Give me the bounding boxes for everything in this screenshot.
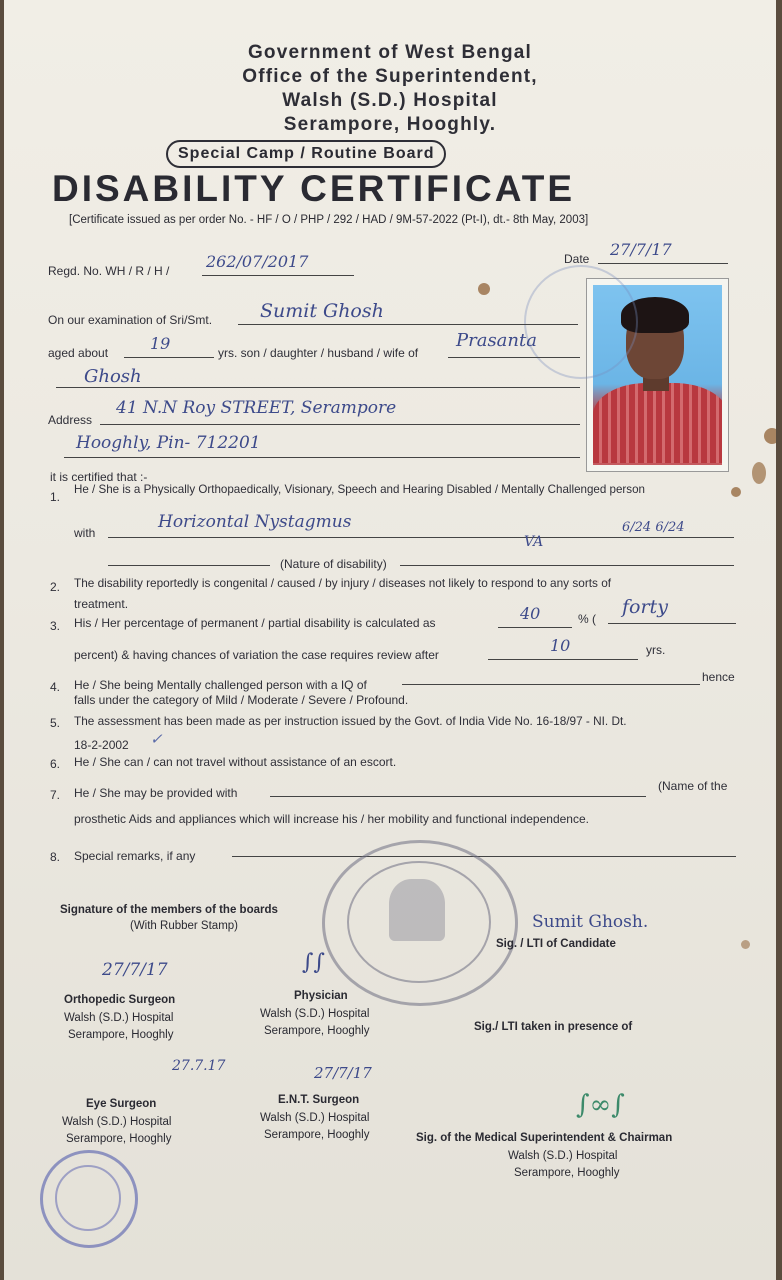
ent-hospital: Walsh (S.D.) Hospital [260,1112,370,1124]
icds-stamp [40,1150,138,1248]
candidate-name: Sumit Ghosh [260,300,384,322]
ortho-hospital: Walsh (S.D.) Hospital [64,1012,174,1024]
item2-text: The disability reportedly is congenital / caused / by injury / diseases not likely to respond to any sorts of [74,576,612,590]
superintendent-hospital: Walsh (S.D.) Hospital [508,1150,618,1162]
percentage-words: forty [622,596,668,618]
address-label: Address [48,413,93,427]
superintendent-signature: ∫∞∫ [576,1090,625,1120]
percent-sign: % ( [578,612,596,626]
physician-place: Serampore, Hooghly [264,1025,370,1037]
board-type-label: Special Camp / Routine Board [166,140,446,168]
members-label: Signature of the members of the boards [60,904,278,916]
stain-mark [731,487,741,497]
item7-text-cont: prosthetic Aids and appliances which will increase his / her mobility and functional independence. [74,812,589,826]
ent-title: E.N.T. Surgeon [278,1094,360,1106]
date-value: 27/7/17 [610,240,672,259]
header-hospital: Walsh (S.D.) Hospital [282,90,498,111]
eye-place: Serampore, Hooghly [66,1133,172,1145]
ent-place: Serampore, Hooghly [264,1129,370,1141]
ent-signature-date: 27/7/17 [314,1064,372,1082]
item-number: 5. [50,716,61,730]
tick-mark-icon: ✓ [150,730,163,748]
certified-label: it is certified that :- [50,470,148,484]
stain-mark [741,940,750,949]
item7-text: He / She may be provided with [74,786,238,800]
item2-text-cont: treatment. [74,597,129,611]
header-office: Office of the Superintendent, [242,66,538,87]
parent-name: Prasanta [456,330,537,351]
regd-value: 262/07/2017 [206,252,309,271]
superintendent-place: Serampore, Hooghly [514,1167,620,1179]
item4-text: He / She being Mentally challenged person with a IQ of [74,678,367,692]
emblem-icon [389,879,445,941]
candidate-sig-label: Sig. / LTI of Candidate [496,938,616,950]
item-number: 2. [50,580,61,594]
item5-text: The assessment has been made as per instruction issued by the Govt. of India Vide No. 16-18/97 - NI. Dt. [74,714,627,728]
item3-text-cont: percent) & having chances of variation the case requires review after [74,648,439,662]
item-number: 7. [50,788,61,802]
address-line2: Hooghly, Pin- 712201 [76,433,261,453]
years-label: yrs. [646,643,666,657]
exam-label: On our examination of Sri/Smt. [48,313,213,327]
certificate-title: DISABILITY CERTIFICATE [52,168,576,209]
item-number: 4. [50,680,61,694]
stain-mark [752,462,766,484]
physician-signature: ∫∫ [302,950,325,975]
item3-text: His / Her percentage of permanent / partial disability is calculated as [74,616,436,630]
order-reference: [Certificate issued as per order No. - HF / O / PHP / 292 / HAD / 9M-57-2022 (Pt-I), dt.- 8th May, 2003] [69,214,589,226]
item1-text: He / She is a Physically Orthopaedically, Visionary, Speech and Hearing Disabled / Mentally Challenged person [74,483,645,496]
eye-title: Eye Surgeon [86,1098,157,1110]
office-seal [322,840,518,1006]
photo-stamp [524,265,638,379]
age-label: aged about [48,346,109,360]
va-value: 6/24 6/24 [622,520,685,535]
disability-nature-value: Horizontal Nystagmus [158,512,352,532]
parent-name-cont: Ghosh [84,366,142,387]
item-number: 3. [50,619,61,633]
item-number: 8. [50,850,61,864]
eye-signature-date: 27.7.17 [172,1058,226,1074]
stain-mark [764,428,776,444]
item6-text: He / She can / can not travel without assistance of an escort. [74,755,397,769]
item1-with: with [74,526,96,540]
certificate-page [4,0,776,1280]
item-number: 1. [50,490,61,504]
nature-label: (Nature of disability) [280,557,387,571]
ortho-signature-date: 27/7/17 [102,960,168,980]
candidate-signature: Sumit Ghosh. [532,912,649,932]
review-years: 10 [550,636,571,655]
superintendent-title: Sig. of the Medical Superintendent & Chairman [416,1132,673,1144]
relation-label: yrs. son / daughter / husband / wife of [218,346,419,360]
physician-hospital: Walsh (S.D.) Hospital [260,1008,370,1020]
header-location: Serampore, Hooghly. [283,114,497,135]
header-government: Government of West Bengal [247,42,533,63]
item4-hence: hence [702,670,735,684]
ortho-title: Orthopedic Surgeon [64,994,176,1006]
item7-end: (Name of the [658,779,728,793]
item4-text-cont: falls under the category of Mild / Moderate / Severe / Profound. [74,693,409,707]
item8-text: Special remarks, if any [74,849,196,863]
percentage-value: 40 [520,604,541,623]
address-line1: 41 N.N Roy STREET, Serampore [116,398,397,418]
va-label: VA [524,534,544,550]
item5-text-cont: 18-2-2002 [74,738,129,752]
presence-label: Sig./ LTI taken in presence of [474,1021,633,1033]
item-number: 6. [50,757,61,771]
physician-title: Physician [294,990,348,1002]
stamp-note: (With Rubber Stamp) [130,920,239,932]
date-label: Date [564,252,590,266]
regd-label: Regd. No. WH / R / H / [48,264,170,278]
ortho-place: Serampore, Hooghly [68,1029,174,1041]
age-value: 19 [150,334,171,353]
eye-hospital: Walsh (S.D.) Hospital [62,1116,172,1128]
stain-mark [478,283,490,295]
